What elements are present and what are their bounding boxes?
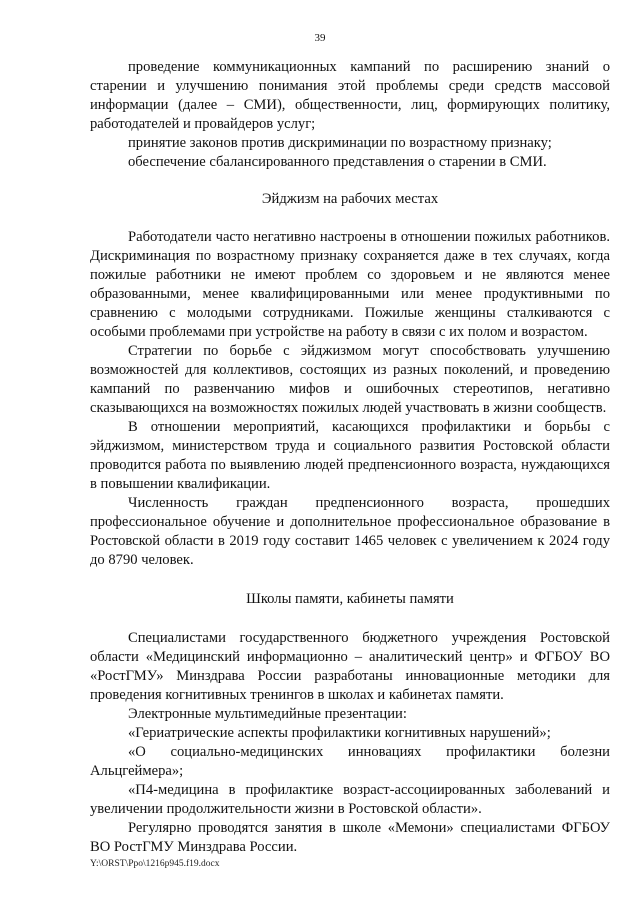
section-heading-memory-schools: Школы памяти, кабинеты памяти (246, 591, 454, 607)
paragraph-memoni-school: Регулярно проводятся занятия в школе «Мемони» специалистами ФГБОУ ВО РостГМУ Минздрава России. (90, 820, 610, 855)
list-item-presentation-p4-medicine: «П4-медицина в профилактике возраст-ассоциированных заболеваний и увеличении продолжительности жизни в Ростовской области». (90, 782, 610, 817)
paragraph-training-statistics: Численность граждан предпенсионного возраста, прошедших профессиональное обучение и дополнительное профессиональное образование в Ростовской области в 2019 году составит 1465 человек с увеличением к 2024 году до 8790 человек. (90, 495, 610, 568)
paragraph-strategies: Стратегии по борьбе с эйджизмом могут способствовать улучшению возможностей для коллективов, состоящих из разных поколений, и проведению кампаний по развенчанию мифов и ошибочных стереотипов, негативно сказывающихся на возможностях пожилых людей участвовать в жизни сообществ. (90, 343, 610, 416)
footer-file-path: Y:\ORST\Ppo\1216p945.f19.docx (90, 859, 220, 869)
page-number: 39 (314, 32, 326, 44)
paragraph-ministry-measures: В отношении мероприятий, касающихся профилактики и борьбы с эйджизмом, министерством труда и социального развития Ростовской области проводится работа по выявлению людей предпенсионного возраста, нуждающихся в повышении квалификации. (90, 419, 610, 492)
document-body (90, 58, 610, 857)
paragraph-innovative-methods: Специалистами государственного бюджетного учреждения Ростовской области «Медицинский информационно – аналитический центр» и ФГБОУ ВО «РостГМУ» Минздрава России разработаны инновационные методики для проведения когнитивных тренингов в школах и кабинетах памяти. (90, 630, 610, 703)
list-item-presentation-geriatric: «Гериатрические аспекты профилактики когнитивных нарушений»; (128, 725, 551, 741)
paragraph-presentations-intro: Электронные мультимедийные презентации: (128, 706, 407, 722)
paragraph-communication-campaigns: проведение коммуникационных кампаний по расширению знаний о старении и улучшению понимания этой проблемы среди средств массовой информации (далее – СМИ), общественности, лиц, формирующих политику, работодателей и провайдеров услуг; (90, 59, 610, 132)
section-heading-ageism-workplace: Эйджизм на рабочих местах (261, 191, 439, 207)
paragraph-balanced-representation: обеспечение сбалансированного представления о старении в СМИ. (128, 154, 547, 170)
list-item-presentation-alzheimer: «О социально-медицинских инновациях профилактики болезни Альцгеймера»; (90, 744, 610, 779)
paragraph-employers-attitude: Работодатели часто негативно настроены в отношении пожилых работников. Дискриминация по возрастному признаку сохраняется даже в тех случаях, когда пожилые работники не имеют проблем со здоровьем и не являются менее образованными, менее квалифицированными или менее продуктивными по сравнению с молодыми сотрудниками. Пожилые женщины сталкиваются с особыми проблемами при устройстве на работу в связи с их полом и возрастом. (90, 229, 610, 340)
paragraph-anti-discrimination-laws: принятие законов против дискриминации по возрастному признаку; (128, 135, 552, 151)
